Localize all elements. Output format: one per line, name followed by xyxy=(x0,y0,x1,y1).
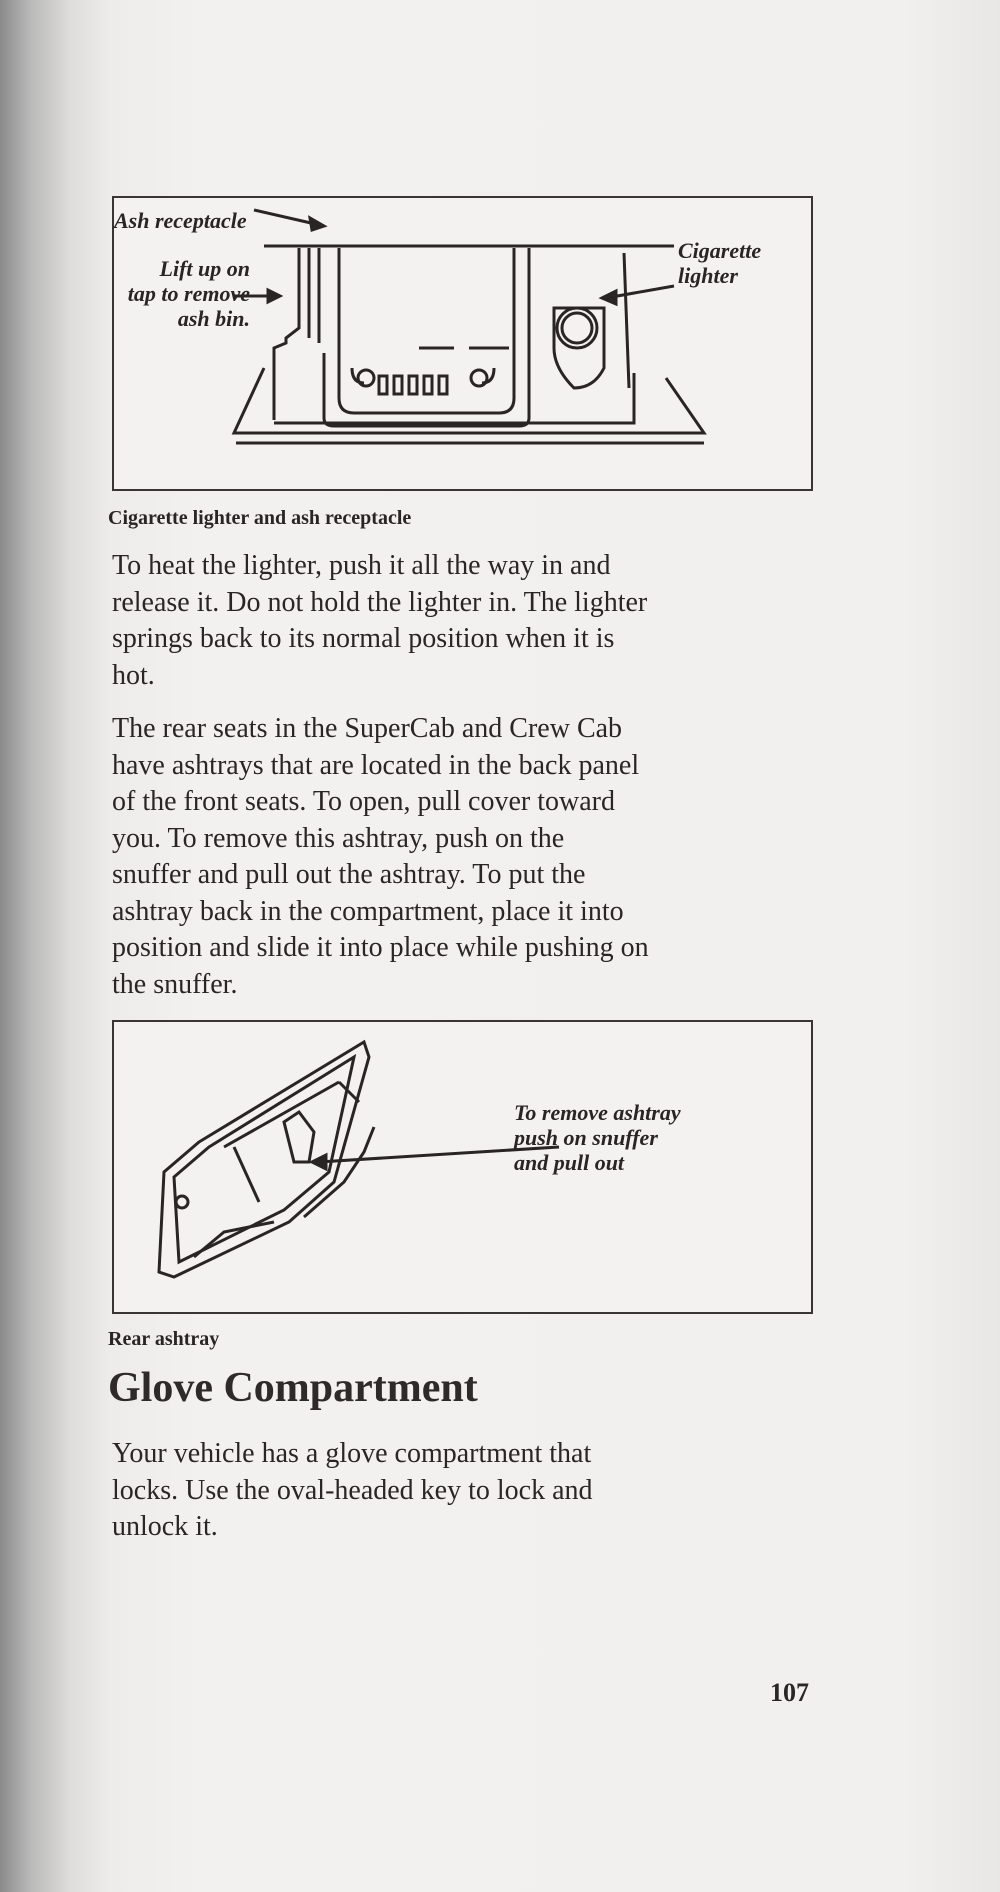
lift-up-line: Lift up on xyxy=(159,256,250,281)
rear-ashtray-illustration xyxy=(114,1022,811,1312)
paragraph-rear-ashtray xyxy=(112,711,649,1003)
text-line: you. To remove this ashtray, push on the xyxy=(112,822,565,854)
lift-up-line: tap to remove xyxy=(127,281,250,306)
text-line: The rear seats in the SuperCab and Crew Cab xyxy=(112,713,623,744)
ash-receptacle-label: Ash receptacle xyxy=(114,208,247,233)
text-line: hot. xyxy=(112,659,155,691)
text-line: unlock it. xyxy=(112,1511,218,1542)
text-line: To heat the lighter, push it all the way in and xyxy=(112,550,611,581)
cigarette-lighter-line: Cigarette xyxy=(678,238,762,263)
text-line: ashtray back in the compartment, place it into xyxy=(112,895,624,927)
page-number: 107 xyxy=(770,1678,809,1707)
cigarette-lighter-figure xyxy=(112,196,813,491)
text-line: locks. Use the oval-headed key to lock and xyxy=(112,1474,593,1506)
paragraph-glove-compartment xyxy=(112,1436,593,1546)
text-line: position and slide it into place while pushing on xyxy=(112,932,649,963)
lift-up-label xyxy=(114,256,250,331)
section-heading-glove-compartment: Glove Compartment xyxy=(108,1365,478,1411)
snuffer-label xyxy=(514,1100,681,1175)
cigarette-lighter-label xyxy=(678,238,761,288)
text-line: the snuffer. xyxy=(112,968,238,1000)
text-line: Your vehicle has a glove compartment that xyxy=(112,1438,592,1469)
snuffer-line: push on snuffer xyxy=(514,1125,658,1150)
text-line: release it. Do not hold the lighter in. The lighter xyxy=(112,586,648,618)
figure2-caption: Rear ashtray xyxy=(108,1328,220,1350)
rear-ashtray-figure xyxy=(112,1020,813,1314)
lift-up-line: ash bin. xyxy=(177,306,250,331)
text-line: have ashtrays that are located in the back panel xyxy=(112,749,640,781)
snuffer-line: To remove ashtray xyxy=(514,1100,681,1125)
cigarette-lighter-line: lighter xyxy=(678,263,738,288)
paragraph-lighter xyxy=(112,548,647,694)
text-line: snuffer and pull out the ashtray. To put the xyxy=(112,859,586,890)
text-line: springs back to its normal position when it is xyxy=(112,623,615,654)
figure1-caption: Cigarette lighter and ash receptacle xyxy=(108,507,412,529)
snuffer-line: and pull out xyxy=(514,1150,625,1175)
text-line: of the front seats. To open, pull cover toward xyxy=(112,786,615,817)
